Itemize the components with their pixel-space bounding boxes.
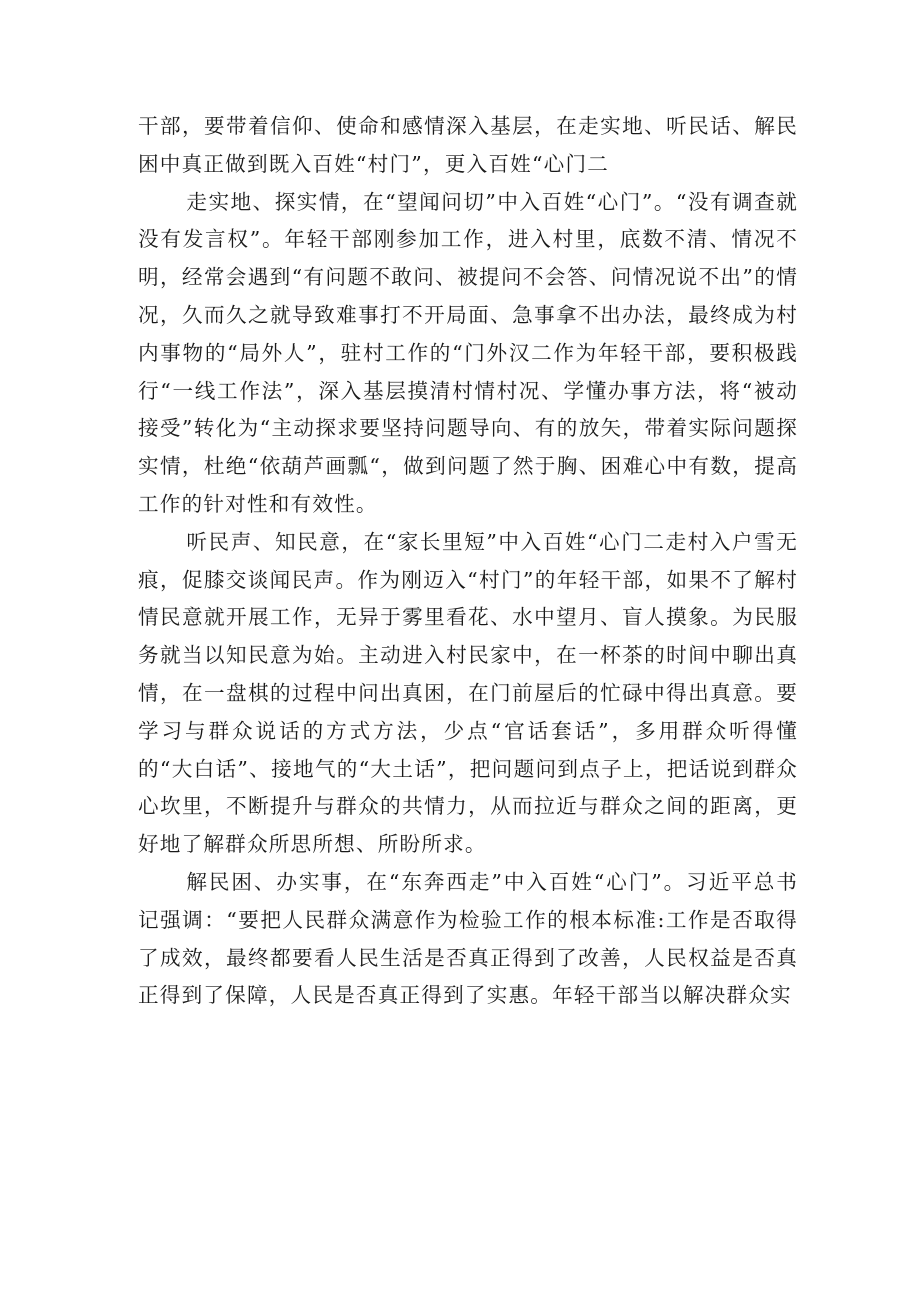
paragraph-solve-difficulties: 解民困、办实事，在“东奔西走”中入百姓“心门”。习近平总书记强调：“要把人民群众满意作为检验工作的根本标准:工作是否取得了成效，最终都要看人民生活是否真正得到了改善，人民权益是否真正得到了保障，人民是否真正得到了实惠。年轻干部当以解决群众实: [138, 869, 798, 1008]
paragraph-listen-to-people: 听民声、知民意，在“家长里短”中入百姓“心门二走村入户雪无痕，促膝交谈闻民声。作为刚迈入“村门”的年轻干部，如果不了解村情民意就开展工作，无异于雾里看花、水中望月、盲人摸象。为民服务就当以知民意为始。主动进入村民家中，在一杯茶的时间中聊出真情，在一盘棋的过程中问出真困，在门前屋后的忙碌中得出真意。要学习与群众说话的方式方法，少点“官话套话”，多用群众听得懂的“大白话”、接地气的“大土话”，把问题问到点子上，把话说到群众心坎里，不断提升与群众的共情力，从而拉近与群众之间的距离，更好地了解群众所思所想、所盼所求。: [138, 529, 798, 857]
paragraph-walk-the-ground: 走实地、探实情，在“望闻问切”中入百姓“心门”。“没有调查就没有发言权”。年轻干部刚参加工作，进入村里，底数不清、情况不明，经常会遇到“有问题不敢问、被提问不会答、问情况说不出”的情况，久而久之就导致难事打不开局面、急事拿不出办法，最终成为村内事物的“局外人”，驻村工作的“门外汉二作为年轻干部，要积极践行“一线工作法”，深入基层摸清村情村况、学懂办事方法，将“被动接受”转化为“主动探求要坚持问题导向、有的放矢，带着实际问题探实情，杜绝“依葫芦画瓢“，做到问题了然于胸、困难心中有数，提高工作的针对性和有效性。: [138, 189, 798, 516]
paragraph-continuation: 干部，要带着信仰、使命和感情深入基层，在走实地、听民话、解民困中真正做到既入百姓“村门”，更入百姓“心门二: [138, 114, 798, 176]
document-page: [138, 108, 798, 1015]
